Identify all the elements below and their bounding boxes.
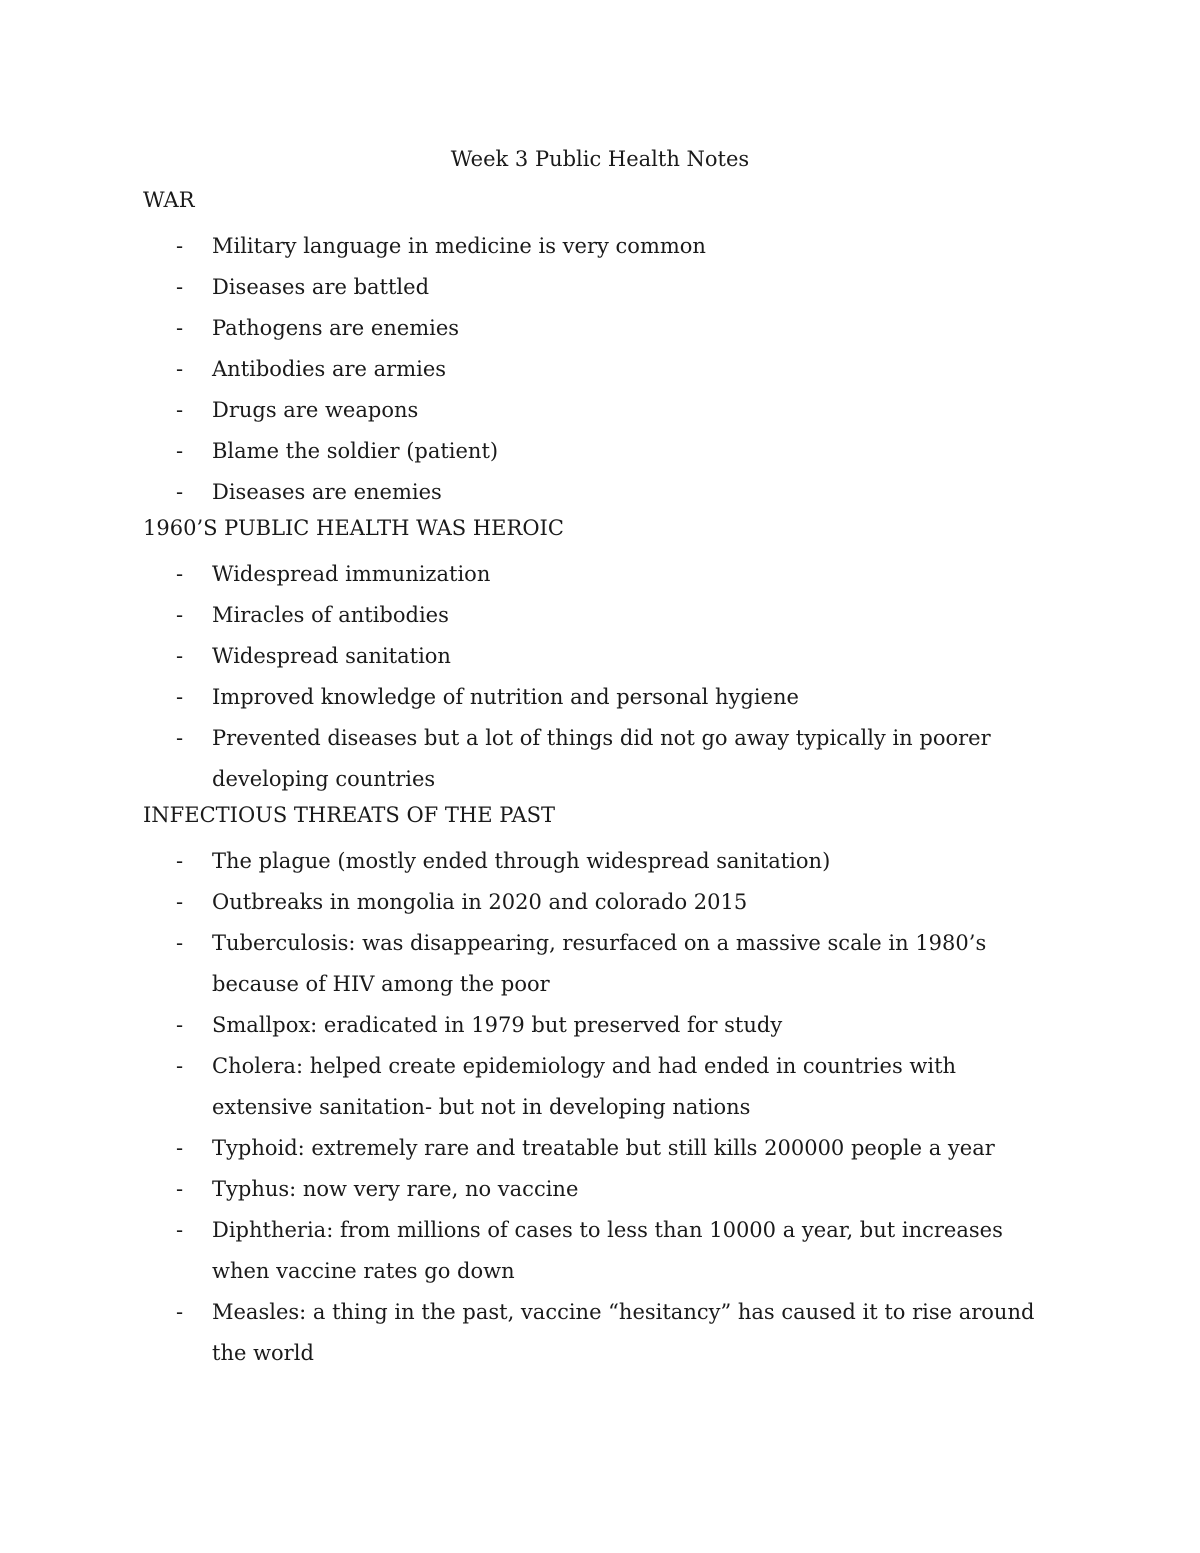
list-item (143, 431, 1053, 472)
bullet-dash: - (176, 1300, 184, 1324)
list-item (143, 923, 1053, 1005)
section-1960s-public-health (143, 513, 1053, 800)
list-item-text: Cholera: helped create epidemiology and had ended in countries with extensive sanitation- but not in developing nations (212, 1054, 957, 1119)
list-item-text: Diseases are battled (212, 275, 430, 299)
list-item (143, 882, 1053, 923)
list-item (143, 349, 1053, 390)
list-item (143, 1128, 1053, 1169)
bullet-dash: - (176, 1013, 184, 1037)
list-item (143, 636, 1053, 677)
section-heading: INFECTIOUS THREATS OF THE PAST (143, 803, 556, 827)
list-item-text: Military language in medicine is very common (212, 234, 706, 258)
list-item-text: Tuberculosis: was disappearing, resurfaced on a massive scale in 1980’s because of HIV among the poor (212, 931, 987, 996)
bullet-dash: - (176, 398, 184, 422)
list-item (143, 472, 1053, 513)
bullet-dash: - (176, 849, 184, 873)
list-item-text: Prevented diseases but a lot of things did not go away typically in poorer developing countries (212, 726, 991, 791)
bullet-dash: - (176, 275, 184, 299)
bullet-list (143, 226, 1053, 513)
section-infectious-threats (143, 800, 1053, 1374)
list-item-text: Widespread sanitation (212, 644, 451, 668)
document-body (143, 185, 1053, 1374)
list-item (143, 841, 1053, 882)
list-item (143, 1210, 1053, 1292)
list-item-text: Blame the soldier (patient) (212, 439, 499, 463)
bullet-dash: - (176, 603, 184, 627)
section-war (143, 185, 1053, 513)
list-item-text: Typhus: now very rare, no vaccine (212, 1177, 579, 1201)
bullet-dash: - (176, 234, 184, 258)
list-item-text: Widespread immunization (212, 562, 491, 586)
section-heading: 1960’S PUBLIC HEALTH WAS HEROIC (143, 516, 564, 540)
document-title: Week 3 Public Health Notes (450, 147, 750, 171)
list-item (143, 1169, 1053, 1210)
list-item-text: Measles: a thing in the past, vaccine “hesitancy” has caused it to rise around the world (212, 1300, 1035, 1365)
list-item-text: Drugs are weapons (212, 398, 419, 422)
bullet-dash: - (176, 644, 184, 668)
bullet-list (143, 554, 1053, 800)
list-item (143, 1005, 1053, 1046)
bullet-dash: - (176, 931, 184, 955)
bullet-dash: - (176, 890, 184, 914)
list-item-text: Improved knowledge of nutrition and personal hygiene (212, 685, 799, 709)
list-item (143, 677, 1053, 718)
bullet-dash: - (176, 439, 184, 463)
bullet-dash: - (176, 685, 184, 709)
list-item (143, 267, 1053, 308)
list-item (143, 554, 1053, 595)
list-item-text: Diphtheria: from millions of cases to less than 10000 a year, but increases when vaccine rates go down (212, 1218, 1003, 1283)
section-heading: WAR (143, 188, 195, 212)
list-item-text: Antibodies are armies (212, 357, 447, 381)
list-item (143, 1292, 1053, 1374)
bullet-dash: - (176, 480, 184, 504)
bullet-dash: - (176, 1054, 184, 1078)
list-item (143, 390, 1053, 431)
bullet-dash: - (176, 726, 184, 750)
list-item (143, 1046, 1053, 1128)
list-item-text: The plague (mostly ended through widespread sanitation) (212, 849, 831, 873)
bullet-dash: - (176, 1177, 184, 1201)
list-item-text: Miracles of antibodies (212, 603, 449, 627)
bullet-dash: - (176, 562, 184, 586)
bullet-dash: - (176, 316, 184, 340)
bullet-dash: - (176, 1218, 184, 1242)
list-item (143, 595, 1053, 636)
bullet-dash: - (176, 1136, 184, 1160)
list-item (143, 226, 1053, 267)
bullet-list (143, 841, 1053, 1374)
list-item-text: Typhoid: extremely rare and treatable but still kills 200000 people a year (212, 1136, 995, 1160)
list-item (143, 308, 1053, 349)
list-item-text: Outbreaks in mongolia in 2020 and colorado 2015 (212, 890, 748, 914)
list-item-text: Pathogens are enemies (212, 316, 460, 340)
list-item (143, 718, 1053, 800)
bullet-dash: - (176, 357, 184, 381)
list-item-text: Diseases are enemies (212, 480, 442, 504)
list-item-text: Smallpox: eradicated in 1979 but preserved for study (212, 1013, 783, 1037)
